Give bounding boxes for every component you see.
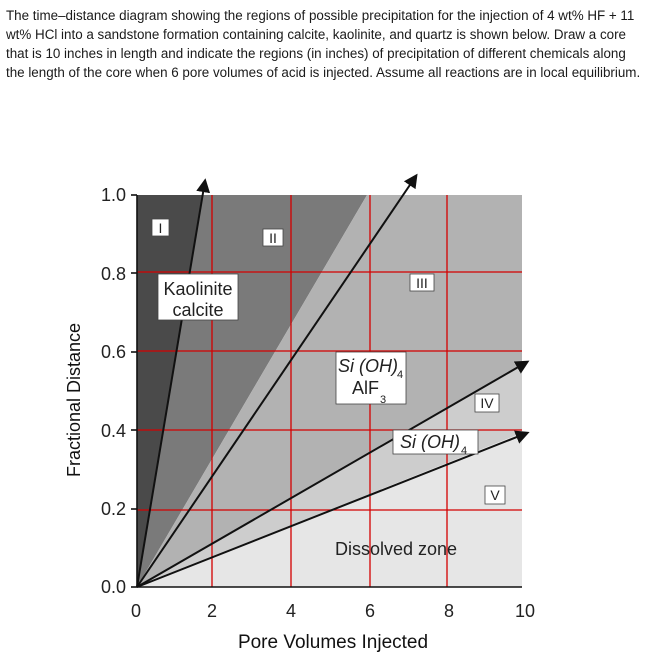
y-tick-label: 1.0 xyxy=(100,185,126,205)
region-III-label: III xyxy=(416,275,428,291)
x-tick-label: 10 xyxy=(514,601,536,621)
si-oh4-label-2: Si (OH) xyxy=(400,432,460,452)
x-tick-label: 4 xyxy=(285,601,297,621)
si-oh4-subscript: 4 xyxy=(397,369,404,381)
alf3-subscript: 3 xyxy=(380,394,387,406)
y-tick-label: 0.0 xyxy=(100,577,126,597)
region-II-label: II xyxy=(269,230,277,246)
alf3-label: AlF xyxy=(352,378,379,398)
x-tick-label: 0 xyxy=(130,601,142,621)
calcite-label: calcite xyxy=(172,300,224,320)
question-text: The time–distance diagram showing the regions of possible precipitation for the injection of 4 wt% HF + 11 wt% HCl into a sandstone formation containing calcite, kaolinite, and quartz is shown below. Draw a core that is 10 inches in length and indicate the regions (in inches) of precipitation of different chemicals along the length of the core when 6 pore volumes of acid is injected. Assume all reactions are in local equilibrium. xyxy=(6,8,641,80)
x-tick-label: 2 xyxy=(206,601,218,621)
y-tick-label: 0.8 xyxy=(100,264,126,284)
si-oh4-label: Si (OH) xyxy=(338,356,398,376)
si-oh4-subscript-2: 4 xyxy=(461,445,468,457)
region-I-label: I xyxy=(158,220,163,236)
dissolved-zone-label: Dissolved zone xyxy=(334,539,458,559)
region-V-label: V xyxy=(490,487,500,503)
kaolinite-label: Kaolinite xyxy=(163,279,233,299)
y-tick-label: 0.4 xyxy=(100,421,126,441)
region-IV-label: IV xyxy=(480,395,494,411)
y-axis-title: Fractional Distance xyxy=(64,322,84,478)
x-tick-label: 6 xyxy=(364,601,376,621)
y-tick-label: 0.6 xyxy=(100,342,126,362)
region-fills xyxy=(137,195,522,587)
x-tick-label: 8 xyxy=(443,601,455,621)
y-tick-label: 0.2 xyxy=(100,499,126,519)
x-axis-title: Pore Volumes Injected xyxy=(237,632,429,653)
